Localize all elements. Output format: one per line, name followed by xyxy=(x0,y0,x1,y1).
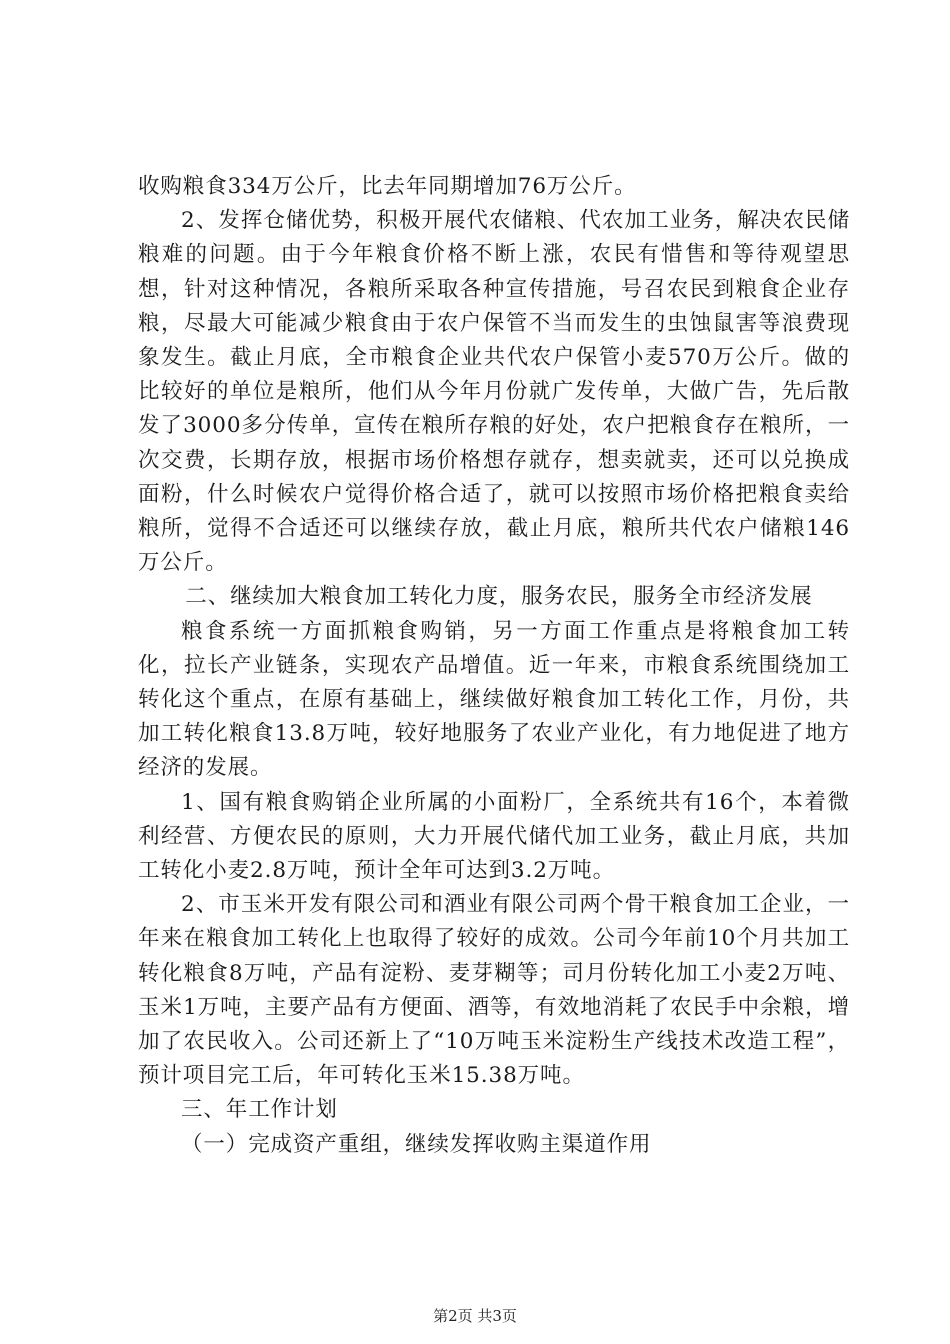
section-heading-2: 二、继续加大粮食加工转化力度，服务农民，服务全市经济发展 xyxy=(185,584,813,610)
document-body xyxy=(138,170,850,1162)
page-footer: 第2页 共3页 xyxy=(433,1307,517,1325)
paragraph-continuation: 收购粮食334万公斤，比去年同期增加76万公斤。 xyxy=(138,174,637,199)
paragraph-storage-services: 2、发挥仓储优势，积极开展代农储粮、代农加工业务，解决农民储粮难的问题。由于今年粮食价格不断上涨，农民有惜售和等待观望思想，针对这种情况，各粮所采取各种宣传措施，号召农民到粮食企业存粮，尽最大可能减少粮食由于农户保管不当而发生的虫蚀鼠害等浪费现象发生。截止月底，全市粮食企业共代农户保管小麦570万公斤。做的比较好的单位是粮所，他们从今年月份就广发传单，大做广告，先后散发了3000多分传单，宣传在粮所存粮的好处，农户把粮食存在粮所，一次交费，长期存放，根据市场价格想存就存，想卖就卖，还可以兑换成面粉，什么时候农户觉得价格合适了，就可以按照市场价格把粮食卖给粮所，觉得不合适还可以继续存放，截止月底，粮所共代农户储粮146万公斤。 xyxy=(138,208,850,576)
subsection-heading-1: （一）完成资产重组，继续发挥收购主渠道作用 xyxy=(181,1131,652,1157)
paragraph-corn-company: 2、市玉米开发有限公司和酒业有限公司两个骨干粮食加工企业，一年来在粮食加工转化上也取得了较好的成效。公司今年前10个月共加工转化粮食8万吨，产品有淀粉、麦芽糊等；司月份转化加工小麦2万吨、玉米1万吨，主要产品有方便面、酒等，有效地消耗了农民手中余粮，增加了农民收入。公司还新上了“10万吨玉米淀粉生产线技术改造工程”，预计项目完工后，年可转化玉米15.38万吨。 xyxy=(138,892,850,1089)
section-heading-3: 三、年工作计划 xyxy=(181,1097,338,1123)
paragraph-processing-overview: 粮食系统一方面抓粮食购销，另一方面工作重点是将粮食加工转化，拉长产业链条，实现农产品增值。近一年来，市粮食系统围绕加工转化这个重点，在原有基础上，继续做好粮食加工转化工作，月份，共加工转化粮食13.8万吨，较好地服务了农业产业化，有力地促进了地方经济的发展。 xyxy=(138,618,850,781)
paragraph-flour-mills: 1、国有粮食购销企业所属的小面粉厂，全系统共有16个，本着微利经营、方便农民的原则，大力开展代储代加工业务，截止月底，共加工转化小麦2.8万吨，预计全年可达到3.2万吨。 xyxy=(138,789,850,884)
